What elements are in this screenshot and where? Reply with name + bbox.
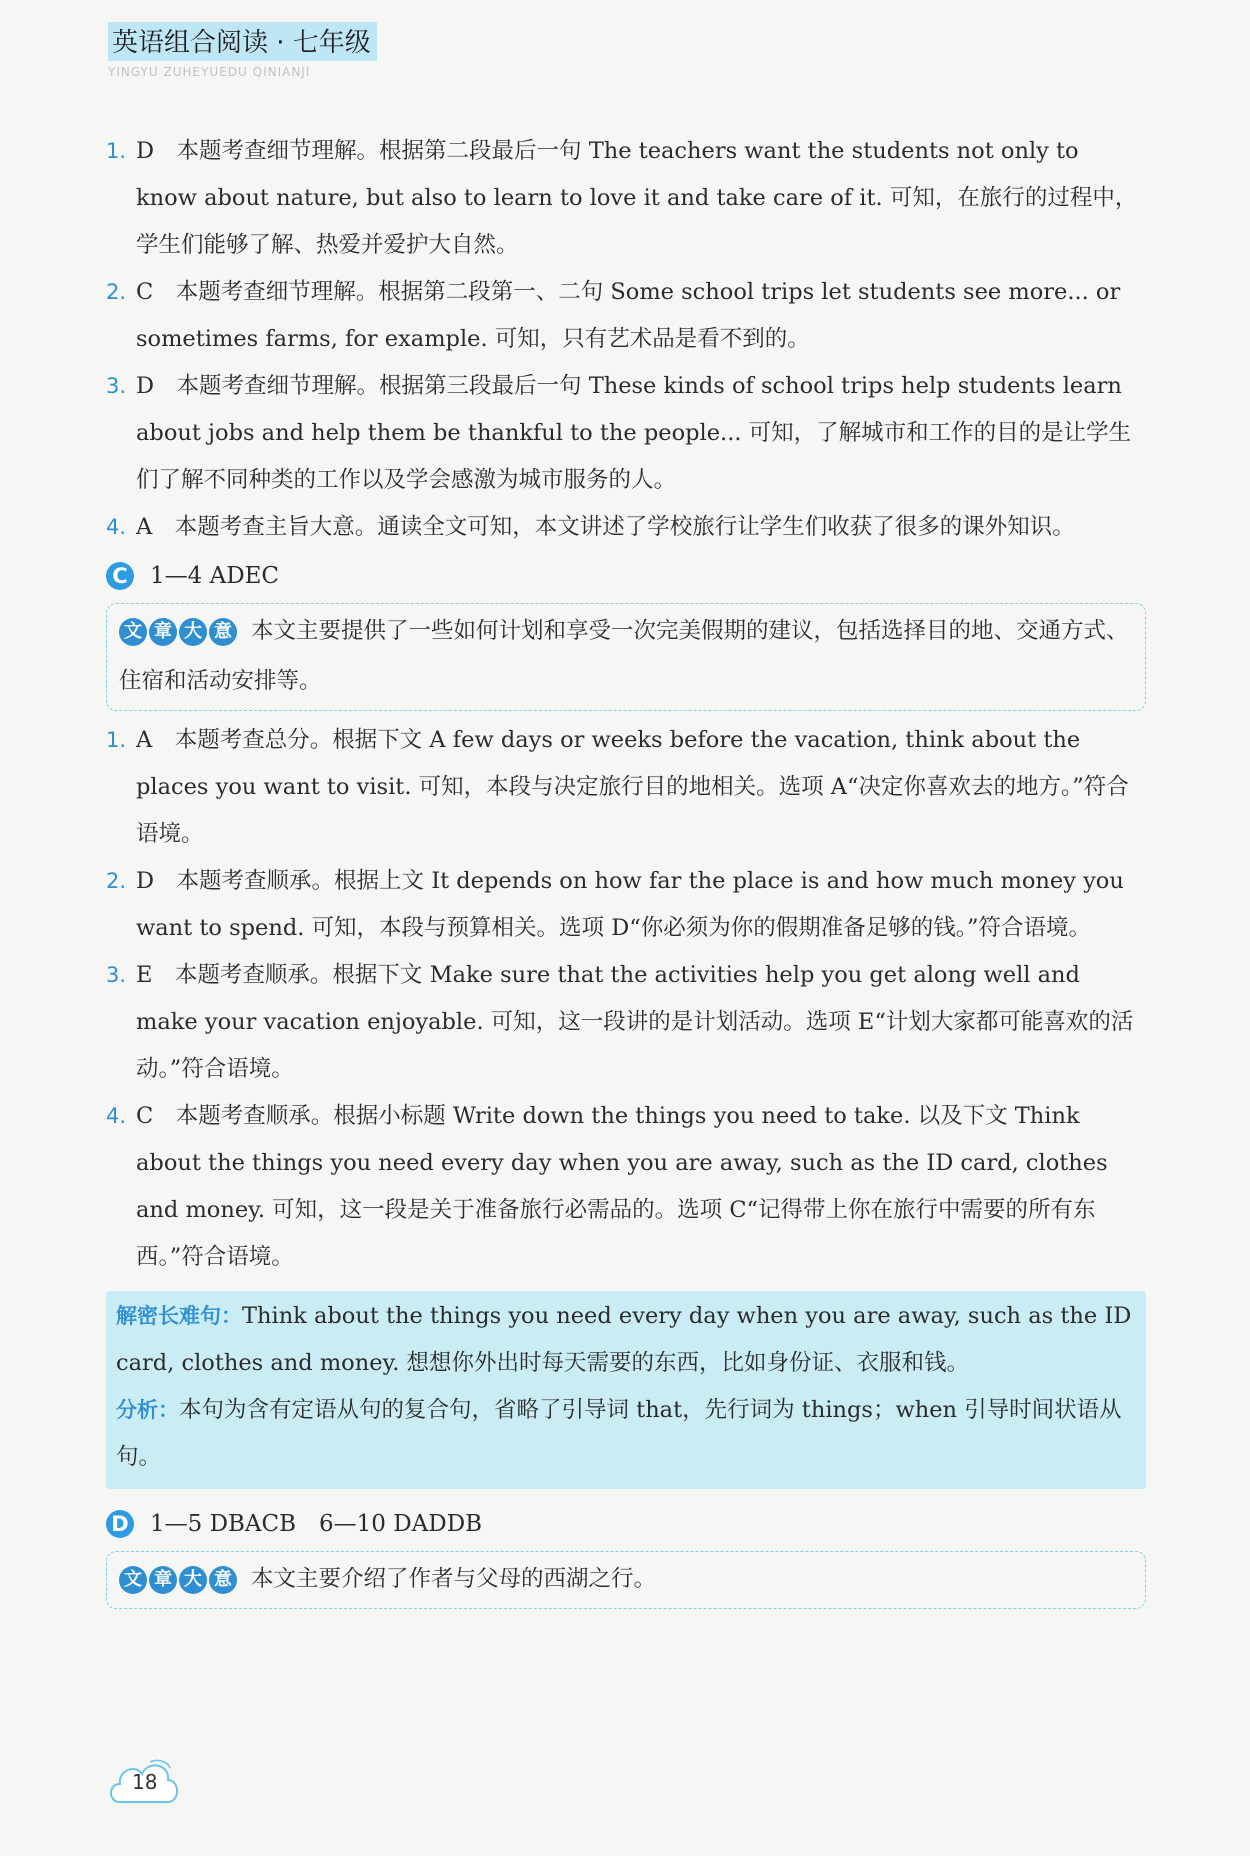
explanation-text: A 本题考查总分。根据下文 A few days or weeks before the vacation, think about the places you want to visit. 可知，本段与决定旅行目的地相关。选项 A“决定你喜欢去的地方。”符合语境。: [136, 727, 1129, 847]
summary-text: 本文主要介绍了作者与父母的西湖之行。: [251, 1566, 657, 1592]
section-c-answer-key: 1—4 ADEC: [150, 562, 280, 589]
question-explanation: [106, 269, 1146, 363]
book-title-pinyin: YINGYU ZUHEYUEDU QINIANJI: [108, 65, 311, 79]
question-number: 1.: [106, 139, 127, 163]
explanation-text: D 本题考查细节理解。根据第二段最后一句 The teachers want the students not only to know about nature, but also to learn to love it and take care of it. 可知，在旅行的过程中，学生们能够了解、热爱并爱护大自然。: [136, 138, 1138, 258]
explanation-text: D 本题考查细节理解。根据第三段最后一句 These kinds of school trips help students learn about jobs and help them be thankful to the people... 可知，了解城市和工作的目的是让学生们了解不同种类的工作以及学会感激为城市服务的人。: [136, 373, 1132, 493]
page-header: [108, 22, 377, 79]
summary-tag-char: 章: [149, 1566, 177, 1594]
section-c-explanations: [106, 717, 1146, 1281]
summary-tag-char: 文: [119, 1566, 147, 1594]
question-number: 4.: [106, 515, 127, 539]
summary-tag-char: 大: [179, 618, 207, 646]
answer-content: [106, 128, 1146, 1615]
question-explanation: [106, 858, 1146, 952]
book-title: 英语组合阅读 · 七年级: [108, 22, 377, 61]
question-explanation: [106, 128, 1146, 269]
summary-tag-char: 章: [149, 618, 177, 646]
long-sentence-note: [106, 1291, 1146, 1489]
page-number-badge: [106, 1754, 182, 1812]
question-number: 2.: [106, 280, 127, 304]
explanation-text: C 本题考查细节理解。根据第二段第一、二句 Some school trips let students see more... or sometimes farms, for example. 可知，只有艺术品是看不到的。: [136, 279, 1121, 352]
question-explanation: [106, 952, 1146, 1093]
summary-tag: [119, 618, 239, 646]
section-c-badge: C: [106, 562, 134, 590]
question-explanation: [106, 717, 1146, 858]
note-label: 解密长难句：: [116, 1304, 242, 1328]
note-analysis: [116, 1387, 1136, 1481]
summary-text: 本文主要提供了一些如何计划和享受一次完美假期的建议，包括选择目的地、交通方式、住宿和活动安排等。: [119, 618, 1129, 694]
section-b-explanations: [106, 128, 1146, 551]
note-label: 分析：: [116, 1398, 179, 1422]
section-d-badge: D: [106, 1510, 134, 1538]
question-explanation: [106, 504, 1146, 551]
question-number: 3.: [106, 963, 127, 987]
summary-tag-char: 意: [209, 1566, 237, 1594]
section-c-summary-box: [106, 603, 1146, 711]
summary-tag-char: 文: [119, 618, 147, 646]
note-text: 本句为含有定语从句的复合句，省略了引导词 that，先行词为 things；when 引导时间状语从句。: [116, 1397, 1122, 1470]
section-d-answer-key: 1—5 DBACB 6—10 DADDB: [150, 1510, 483, 1537]
summary-tag: [119, 1566, 239, 1594]
question-number: 2.: [106, 869, 127, 893]
explanation-text: D 本题考查顺承。根据上文 It depends on how far the place is and how much money you want to spend. 可知，本段与预算相关。选项 D“你必须为你的假期准备足够的钱。”符合语境。: [136, 868, 1124, 941]
question-explanation: [106, 1093, 1146, 1281]
question-explanation: [106, 363, 1146, 504]
note-text: Think about the things you need every day when you are away, such as the ID card, clothes and money. 想想你外出时每天需要的东西，比如身份证、衣服和钱。: [116, 1303, 1132, 1376]
question-number: 4.: [106, 1104, 127, 1128]
explanation-text: C 本题考查顺承。根据小标题 Write down the things you need to take. 以及下文 Think about the things you need every day when you are away, such as the ID card, clothes and money. 可知，这一段是关于准备旅行必需品的。选项 C“记得带上你在旅行中需要的所有东西。”符合语境。: [136, 1103, 1108, 1270]
explanation-text: A 本题考查主旨大意。通读全文可知，本文讲述了学校旅行让学生们收获了很多的课外知识。: [136, 514, 1075, 540]
section-d-summary-box: [106, 1551, 1146, 1609]
explanation-text: E 本题考查顺承。根据下文 Make sure that the activities help you get along well and make your vacation enjoyable. 可知，这一段讲的是计划活动。选项 E“计划大家都可能喜欢的活动。”符合语境。: [136, 962, 1134, 1082]
note-sentence: [116, 1293, 1136, 1387]
summary-tag-char: 意: [209, 618, 237, 646]
section-d-answers: [106, 1499, 1146, 1549]
question-number: 3.: [106, 374, 127, 398]
page-number: 18: [132, 1770, 158, 1794]
question-number: 1.: [106, 728, 127, 752]
summary-tag-char: 大: [179, 1566, 207, 1594]
section-c-answers: [106, 551, 1146, 601]
